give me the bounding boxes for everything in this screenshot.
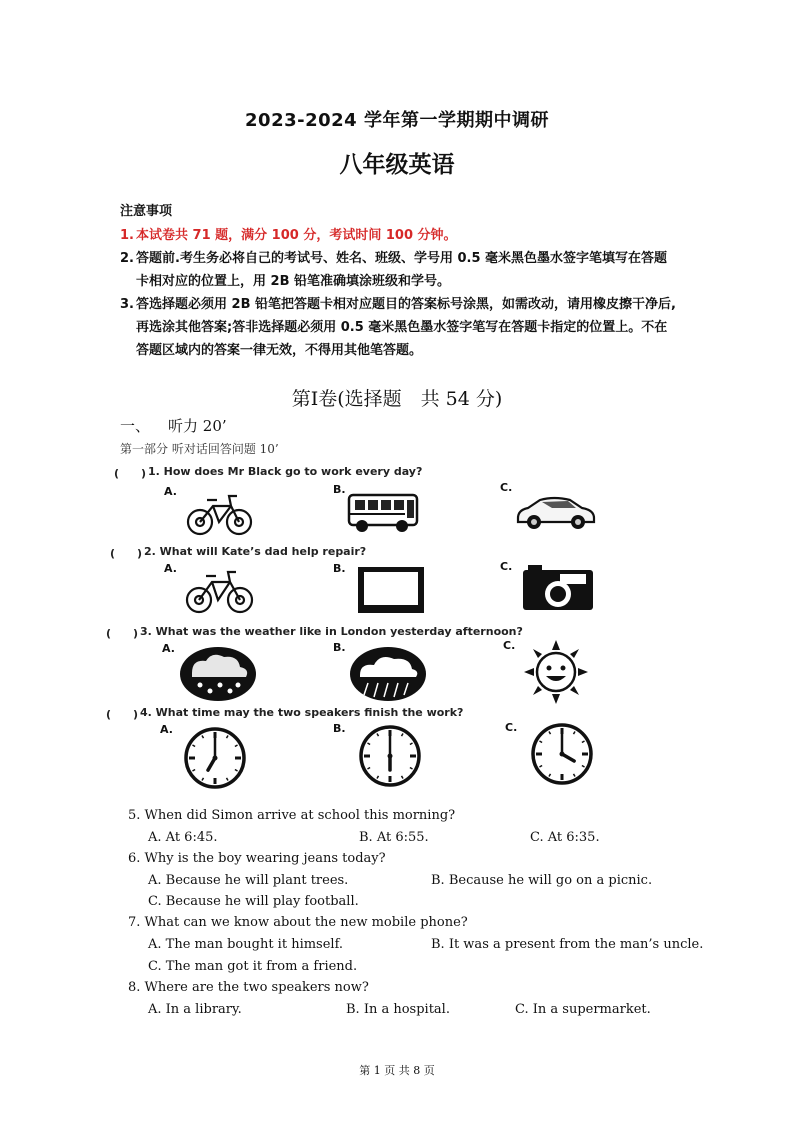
option-label: A. — [162, 642, 175, 655]
option: A. Because he will plant trees. — [148, 873, 349, 888]
option: B. In a hospital. — [346, 1002, 450, 1017]
option: A. The man bought it himself. — [148, 937, 344, 952]
question-7: 7. What can we know about the new mobile phone? — [128, 915, 468, 930]
option: B. It was a present from the man’s uncle. — [431, 937, 704, 952]
question-8: 8. Where are the two speakers now? — [128, 980, 369, 995]
option-label: C. — [505, 721, 518, 734]
option-label: B. — [333, 562, 346, 575]
exam-subject: 八年级英语 — [339, 152, 455, 178]
car-icon — [514, 492, 598, 532]
option-label: C. — [503, 639, 516, 652]
option: B. Because he will go on a picnic. — [431, 873, 653, 888]
part-subheading: 第一部分 听对话回答问题 10’ — [120, 442, 279, 456]
bicycle-icon — [184, 566, 256, 616]
laptop-icon — [356, 565, 426, 615]
option-label: B. — [333, 641, 346, 654]
option-label: C. — [500, 481, 513, 494]
snow-cloud-icon — [178, 645, 258, 703]
note-item-1: 1. 本试卷共 71 题，满分 100 分，考试时间 100 分钟。 — [120, 228, 457, 243]
option-label: C. — [500, 560, 513, 573]
question-6: 6. Why is the boy wearing jeans today? — [128, 851, 386, 866]
clock-icon — [356, 724, 424, 788]
option: A. At 6:45. — [148, 830, 218, 845]
clock-icon — [528, 722, 596, 786]
sun-icon — [524, 640, 588, 704]
clock-icon — [181, 726, 249, 790]
note-item-3: 3. 答选择题必须用 2B 铅笔把答题卡相对应题目的答案标号涂黑，如需改动，请用橡皮擦干净后,再选涂其他答案;答非选择题必须用 0.5 毫米黑色墨水签字笔写在答题卡指定的位置上。不在答题区域内的答案一律无效，不得用其他笔答题。 — [120, 297, 676, 358]
option: B. At 6:55. — [359, 830, 429, 845]
note-item-2: 2. 答题前.考生务必将自己的考试号、姓名、班级、学号用 0.5 毫米黑色墨水签字笔填写在答题卡相对应的位置上，用 2B 铅笔准确填涂班级和学号。 — [120, 251, 668, 289]
part-heading: 一、 听力 20’ — [120, 417, 227, 435]
option-label: A. — [164, 485, 177, 498]
option: C. In a supermarket. — [515, 1002, 651, 1017]
option: C. The man got it from a friend. — [148, 959, 358, 974]
notes-title: 注意事项 — [120, 204, 173, 219]
rain-cloud-icon — [348, 645, 428, 703]
page-footer: 第 1 页 共 8 页 — [359, 1064, 435, 1077]
bicycle-icon — [185, 490, 255, 538]
section-title: 第Ⅰ卷(选择题 共 54 分) — [291, 388, 503, 410]
camera-icon — [520, 562, 596, 614]
bus-icon — [347, 492, 419, 534]
option-label: B. — [333, 483, 346, 496]
option-label: A. — [164, 562, 177, 575]
option: A. In a library. — [148, 1002, 242, 1017]
exam-title: 2023-2024 学年第一学期期中调研 — [245, 110, 549, 131]
option-label: B. — [333, 722, 346, 735]
option: C. Because he will play football. — [148, 894, 359, 909]
option: C. At 6:35. — [530, 830, 600, 845]
question-5: 5. When did Simon arrive at school this morning? — [128, 808, 456, 823]
option-label: A. — [160, 723, 173, 736]
